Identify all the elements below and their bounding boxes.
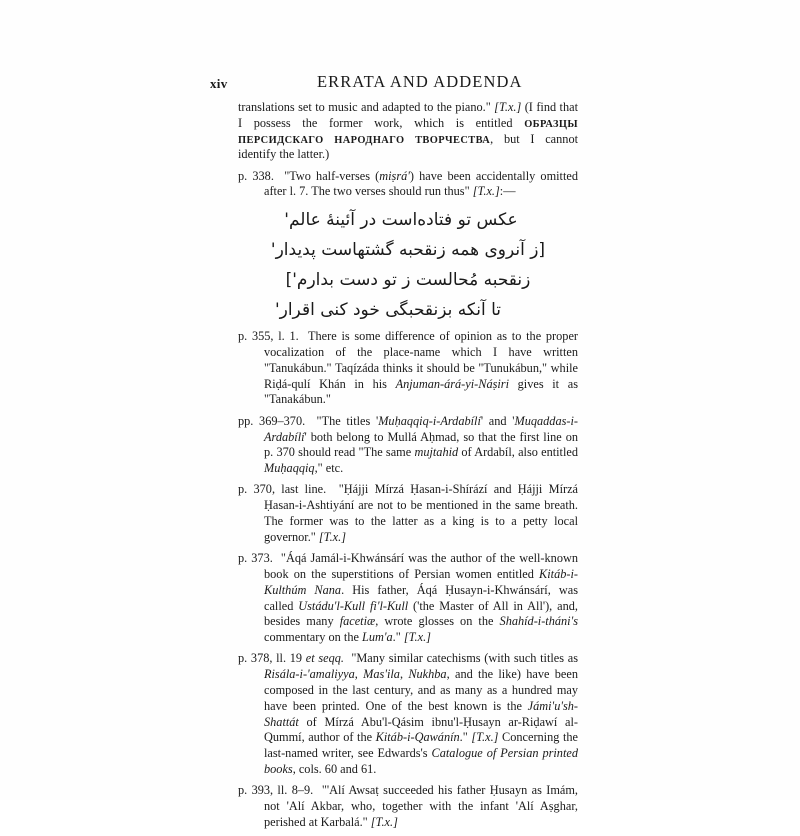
errata-entry-p370: p. 370, last line. "Ḥájji Mírzá Ḥasan-i-Shírází and Ḥájji Mírzá Ḥasan-i-Ashtiyání are not to be mentioned in the same breath. The former was to the latter as a king is to a petty local governor." [T.x.] <box>238 482 578 544</box>
verse-line-1: عکس تو فتاده‌است در آئینهٔ عالم' <box>284 210 518 231</box>
page-header <box>210 72 630 94</box>
errata-entry-p338: p. 338. "Two half-verses (miṣrá') have been accidentally omitted after l. 7. The two verses should run thus" [T.x.]:— <box>238 168 578 199</box>
body-column <box>238 100 578 836</box>
verse-line-4: تا آنکه بزنقحبگی خود کنی اقرار' <box>274 299 502 320</box>
errata-entry-p355: p. 355, l. 1. There is some difference of opinion as to the proper vocalization of the place-name which I have written "Tanukábun." Taqízáda thinks it should be "Tunukábun," while Riḍá-qulí Khán in his Anjuman-árá-yi-Náṣiri gives it as "Tanakábun." <box>238 329 578 407</box>
running-title: ERRATA AND ADDENDA <box>317 72 523 91</box>
errata-entry-p393: p. 393, ll. 8–9. "'Alí Awsaṭ succeeded his father Ḥusayn as Imám, not 'Alí Akbar, who, together with the infant 'Alí Aṣghar, perished at Karbalá." [T.x.] <box>238 783 578 829</box>
persian-verse-block <box>238 206 578 325</box>
errata-entry-p378: p. 378, ll. 19 et seqq. "Many similar catechisms (with such titles as Risála-i-'amaliyya, Mas'ila, Nukhba, and the like) have been composed in the last century, and as many as a hundred may have been printed. One of the best known is the Jámi'u'sh-Shattát of Mírzá Abu'l-Qásim ibnu'l-Ḥusayn ar-Riḍawí al-Qummí, author of the Kitáb-i-Qawánín." [T.x.] Concerning the last-named writer, see Edwards's Catalogue of Persian printed books, cols. 60 and 61. <box>238 651 578 776</box>
errata-entry-p373: p. 373. "Áqá Jamál-i-Khwánsárí was the author of the well-known book on the superstitions of Persian women entitled Kitáb-i-Kulthúm Nana. His father, Áqá Ḥusayn-i-Khwánsárí, was called Ustádu'l-Kull fi'l-Kull ('the Master of All in All'), and, besides many facetiæ, wrote glosses on the Shahíd-i-tháni's commentary on the Lum'a." [T.x.] <box>238 551 579 645</box>
verse-line-2: [ز آنروی همه زنقحبه گشتهاست پدیدار' <box>270 240 546 261</box>
paragraph-continued: translations set to music and adapted to the piano." [T.x.] (I find that I possess the former work, which is entitled ОБРАЗЦЫ ПЕРСИДСКАГО НАРОДНАГО ТВОРЧЕСТВА, but I cannot identify the latter.) <box>238 100 579 162</box>
errata-entry-pp369-370: pp. 369–370. "The titles 'Muḥaqqiq-i-Ardabílí' and 'Muqaddas-i-Ardabílí' both belong to Mullá Aḥmad, so that the first line on p. 370 should read "The same mujtahid of Ardabíl, also entitled Muḥaqqiq," etc. <box>238 413 578 476</box>
folio-number: xiv <box>210 76 228 91</box>
verse-line-3: زنقحبه مُحالست ز تو دست بدارم'] <box>285 269 531 290</box>
